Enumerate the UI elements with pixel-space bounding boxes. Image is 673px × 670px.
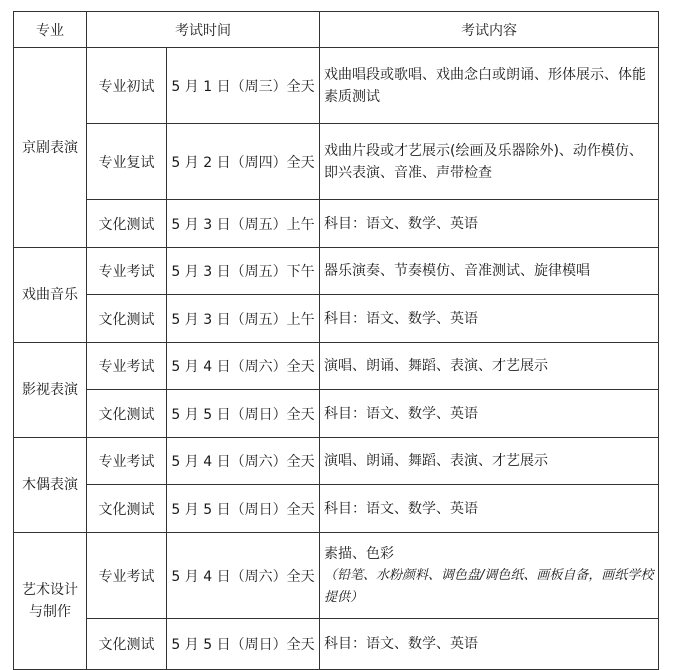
exam-time-cell: 5 月 3 日（周五）上午	[167, 295, 320, 343]
exam-type-cell: 专业考试	[87, 533, 167, 619]
exam-type-cell: 专业初试	[87, 48, 167, 124]
exam-type-cell: 文化测试	[87, 485, 167, 533]
table-row	[14, 248, 659, 295]
major-cell-xiqu-music: 戏曲音乐	[14, 248, 87, 343]
exam-content-cell: 科目：语文、数学、英语	[320, 295, 659, 343]
major-cell-puppetry: 木偶表演	[14, 438, 87, 533]
exam-time-cell: 5 月 4 日（周六）全天	[167, 533, 320, 619]
exam-time-cell: 5 月 3 日（周五）上午	[167, 200, 320, 248]
table-row	[14, 200, 659, 248]
header-time: 考试时间	[87, 12, 320, 48]
major-cell-art-design: 艺术设计与制作	[14, 533, 87, 670]
header-major: 专业	[14, 12, 87, 48]
table-row	[14, 533, 659, 619]
exam-content-cell: 戏曲片段或才艺展示(绘画及乐器除外)、动作模仿、即兴表演、音准、声带检查	[320, 124, 659, 200]
exam-content-cell: 科目：语文、数学、英语	[320, 200, 659, 248]
exam-time-cell: 5 月 5 日（周日）全天	[167, 390, 320, 438]
table-row	[14, 343, 659, 390]
exam-type-cell: 文化测试	[87, 295, 167, 343]
exam-content-cell	[320, 533, 659, 619]
exam-content-text: 素描、色彩	[324, 545, 394, 562]
exam-content-cell: 演唱、朗诵、舞蹈、表演、才艺展示	[320, 343, 659, 390]
exam-time-cell: 5 月 5 日（周日）全天	[167, 619, 320, 670]
major-cell-film-acting: 影视表演	[14, 343, 87, 438]
materials-note: （铅笔、水粉颜料、调色盘/调色纸、画板自备，画纸学校提供）	[324, 567, 654, 605]
exam-type-cell: 专业复试	[87, 124, 167, 200]
exam-time-cell: 5 月 2 日（周四）全天	[167, 124, 320, 200]
table-row	[14, 485, 659, 533]
exam-type-cell: 文化测试	[87, 200, 167, 248]
exam-content-cell: 演唱、朗诵、舞蹈、表演、才艺展示	[320, 438, 659, 485]
header-row	[14, 12, 659, 48]
exam-type-cell: 专业考试	[87, 248, 167, 295]
table-row	[14, 124, 659, 200]
exam-time-cell: 5 月 1 日（周三）全天	[167, 48, 320, 124]
exam-type-cell: 专业考试	[87, 438, 167, 485]
table-row	[14, 295, 659, 343]
table-row	[14, 390, 659, 438]
exam-content-cell: 器乐演奏、节奏模仿、音准测试、旋律模唱	[320, 248, 659, 295]
exam-schedule-table	[13, 11, 659, 670]
exam-type-cell: 文化测试	[87, 619, 167, 670]
table-row	[14, 438, 659, 485]
exam-time-cell: 5 月 5 日（周日）全天	[167, 485, 320, 533]
exam-time-cell: 5 月 4 日（周六）全天	[167, 438, 320, 485]
header-content: 考试内容	[320, 12, 659, 48]
exam-content-cell: 戏曲唱段或歌唱、戏曲念白或朗诵、形体展示、体能素质测试	[320, 48, 659, 124]
major-cell-jingju: 京剧表演	[14, 48, 87, 248]
exam-time-cell: 5 月 3 日（周五）下午	[167, 248, 320, 295]
exam-time-cell: 5 月 4 日（周六）全天	[167, 343, 320, 390]
exam-type-cell: 文化测试	[87, 390, 167, 438]
exam-type-cell: 专业考试	[87, 343, 167, 390]
table-row	[14, 48, 659, 124]
exam-content-cell: 科目：语文、数学、英语	[320, 485, 659, 533]
exam-content-cell: 科目：语文、数学、英语	[320, 619, 659, 670]
table-row	[14, 619, 659, 670]
exam-content-cell: 科目：语文、数学、英语	[320, 390, 659, 438]
